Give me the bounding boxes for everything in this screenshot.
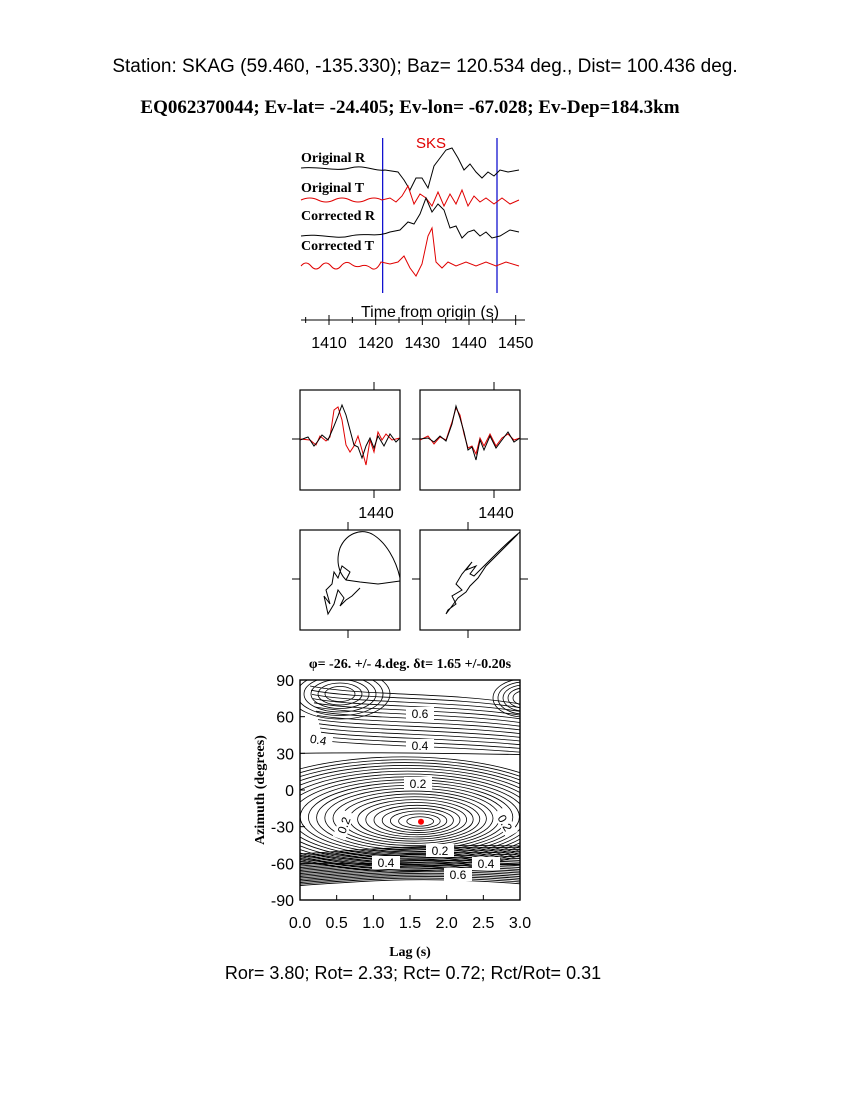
x-tick-label: 2.0 xyxy=(435,915,458,932)
trace-tick-label: 1410 xyxy=(311,335,347,352)
x-tick-label: 0.0 xyxy=(288,915,312,932)
waveform-black-right xyxy=(420,406,520,460)
waveform-tick-label-right: 1440 xyxy=(478,505,514,522)
contour-panel xyxy=(235,657,573,960)
contour-label xyxy=(444,868,472,882)
trace-tick-label: 1420 xyxy=(357,335,394,352)
contour-label-text: 0.4 xyxy=(477,857,495,871)
particle-path-right xyxy=(446,532,520,614)
trace-tick-label: 1440 xyxy=(451,335,487,352)
phase-label: SKS xyxy=(415,135,447,152)
contour-line xyxy=(503,685,545,711)
y-tick-label: 0 xyxy=(285,783,294,800)
waveform-panel-left xyxy=(292,382,400,522)
contour-label xyxy=(404,777,432,791)
trace-label-corrected-r: Corrected R xyxy=(301,209,375,224)
trace-tick-label: 1430 xyxy=(404,335,441,352)
result-title: φ= -26. +/- 4.deg. δt= 1.65 +/-0.20s xyxy=(308,657,512,672)
waveform-red-left xyxy=(300,407,400,465)
waveform-frame-right xyxy=(420,390,520,490)
contour-ylabel: Azimuth (degrees) xyxy=(253,735,268,845)
particle-motion-right xyxy=(412,522,528,638)
contour-lines xyxy=(235,669,573,886)
y-tick-label: 60 xyxy=(276,709,294,727)
x-tick-label: 2.5 xyxy=(472,915,495,932)
contour-label-text: 0.4 xyxy=(308,731,328,749)
contour-line xyxy=(333,791,493,845)
waveform-black-left xyxy=(300,405,400,458)
contour-label-text: 0.6 xyxy=(411,707,429,721)
particle-path-left xyxy=(324,532,400,614)
trace-tick-label: 1450 xyxy=(497,335,534,352)
contour-label-text: 0.2 xyxy=(409,777,427,791)
contour-label xyxy=(472,857,500,871)
ratio-summary: Ror= 3.80; Rot= 2.33; Rct= 0.72; Rct/Rot= 0.31 xyxy=(224,963,602,983)
y-tick-label: 30 xyxy=(276,746,294,764)
trace-label-original-r: Original R xyxy=(301,151,366,166)
contour-line xyxy=(498,682,550,714)
waveform-tick-label-left: 1440 xyxy=(358,505,394,522)
contour-label-text: 0.2 xyxy=(494,812,515,834)
contour-line xyxy=(300,753,520,755)
contour-label xyxy=(372,856,400,870)
y-tick-label: -90 xyxy=(270,893,294,910)
traces-panel xyxy=(301,135,534,352)
contour-label-text: 0.6 xyxy=(449,868,467,882)
contour-label-text: 0.2 xyxy=(334,815,354,836)
x-tick-label: 1.5 xyxy=(398,915,422,932)
station-title: Station: SKAG (59.460, -135.330); Baz= 120.534 deg., Dist= 100.436 deg. xyxy=(112,56,738,77)
best-fit-marker xyxy=(418,819,424,825)
waveform-panel-right xyxy=(412,382,528,522)
waveform-red-right xyxy=(420,408,520,454)
contour-label xyxy=(406,707,434,721)
x-tick-label: 3.0 xyxy=(508,915,532,932)
contour-label-text: 0.4 xyxy=(377,856,395,870)
contour-line xyxy=(382,808,453,832)
contour-label-text: 0.4 xyxy=(411,739,429,753)
trace-label-corrected-t: Corrected T xyxy=(301,239,374,254)
contour-label xyxy=(406,739,434,753)
contour-line xyxy=(513,691,535,705)
y-tick-label: -60 xyxy=(270,856,294,874)
contour-line xyxy=(493,679,555,717)
trace-label-original-t: Original T xyxy=(301,181,365,196)
contour-xlabel: Lag (s) xyxy=(389,945,431,960)
contour-line xyxy=(366,802,467,836)
x-tick-label: 0.5 xyxy=(325,915,348,932)
contour-label xyxy=(426,844,454,858)
y-tick-label: 90 xyxy=(276,673,294,690)
contour-label-text: 0.2 xyxy=(431,844,449,858)
x-tick-label: 1.0 xyxy=(362,915,385,932)
contour-line xyxy=(341,794,486,843)
event-title: EQ062370044; Ev-lat= -24.405; Ev-lon= -67.028; Ev-Dep=184.3km xyxy=(140,97,680,118)
y-tick-label: -30 xyxy=(270,819,294,837)
waveform-frame-left xyxy=(300,390,400,490)
particle-motion-left xyxy=(292,522,400,638)
traces-xlabel: Time from origin (s) xyxy=(360,304,500,321)
